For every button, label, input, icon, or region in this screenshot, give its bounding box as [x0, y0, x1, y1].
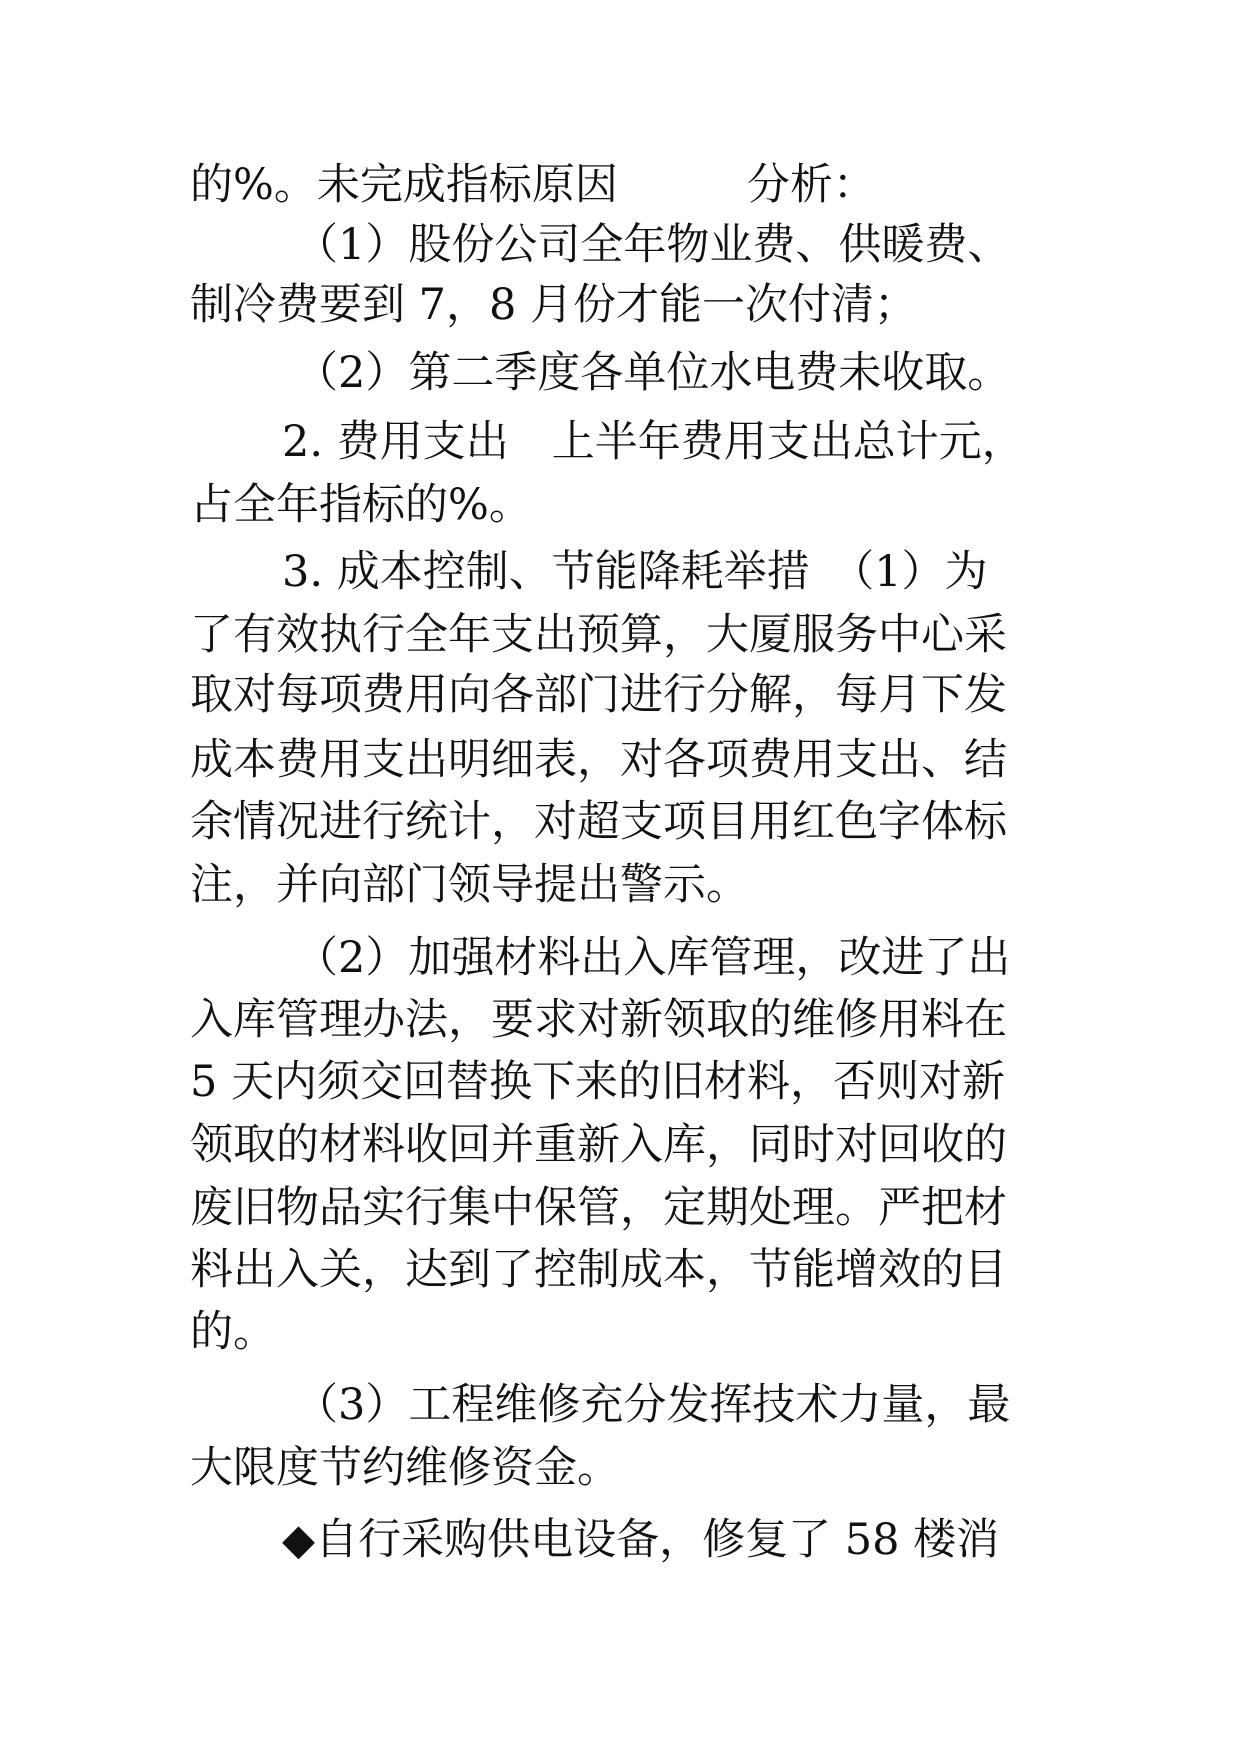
text-line: 占全年指标的%。: [190, 480, 532, 530]
text-line: 废旧物品实行集中保管，定期处理。严把材: [190, 1183, 1007, 1233]
text-line: 制冷费要到 7，8 月份才能一次付清；: [190, 280, 918, 330]
text-line: 料出入关，达到了控制成本，节能增效的目: [190, 1245, 1007, 1295]
text-line: 成本费用支出明细表，对各项费用支出、结: [190, 735, 1007, 785]
text-line: （2）第二季度各单位水电费未收取。: [295, 348, 1011, 398]
text-line: 领取的材料收回并重新入库，同时对回收的: [190, 1120, 1007, 1170]
text-line: 余情况进行统计，对超支项目用红色字体标: [190, 797, 1007, 847]
text-line: （2）加强材料出入库管理，改进了出: [295, 933, 1011, 983]
text-line: 的。: [190, 1307, 276, 1357]
text-line: ◆自行采购供电设备，修复了 58 楼消: [282, 1515, 1000, 1565]
text-line: 取对每项费用向各部门进行分解，每月下发: [190, 670, 1007, 720]
text-line: 2. 费用支出 上半年费用支出总计元，: [282, 417, 1025, 467]
text-line: （1）股份公司全年物业费、供暖费、: [295, 220, 1011, 270]
text-line: 注，并向部门领导提出警示。: [190, 860, 749, 910]
text-line: （3）工程维修充分发挥技术力量，最: [295, 1380, 1011, 1430]
text-line: 入库管理办法，要求对新领取的维修用料在: [190, 995, 1007, 1045]
text-line: 的%。未完成指标原因 分析：: [190, 160, 876, 210]
text-line: 5 天内须交回替换下来的旧材料，否则对新: [190, 1057, 1006, 1107]
text-line: 大限度节约维修资金。: [190, 1443, 620, 1493]
text-line: 了有效执行全年支出预算，大厦服务中心采: [190, 610, 1007, 660]
text-line: 3. 成本控制、节能降耗举措 （1）为: [282, 547, 988, 597]
